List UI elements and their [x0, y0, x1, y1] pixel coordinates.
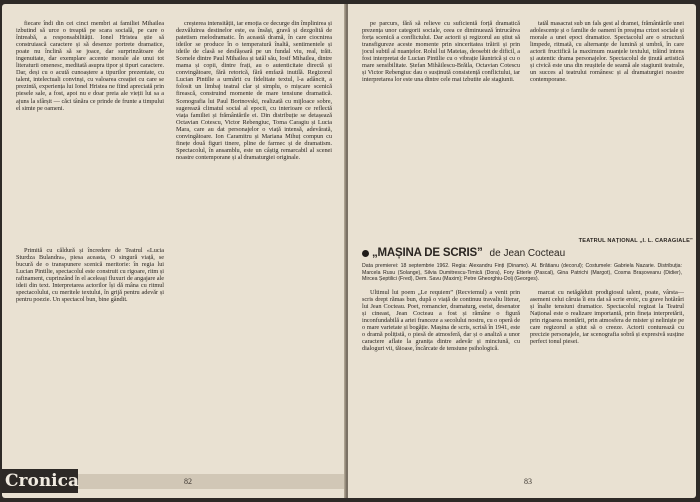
page-number-right: 83: [524, 477, 532, 486]
left-page-column-1-text: fiecare îndi din cei cinci membri ai familiei Mihailea izbutind să urce o treaptă pe scara socială, pe care o întreabă, a responsabilității. Ionel Hristea știe să construiască caractere și să desenze portrete dramatice, poate nu înclină să se joace, dar surprinzătoare de ingenuitate, dar exemplare accente morale ale unui tot literaturii omenesc, meditată asupra tipor și tipuri caractere. Dar, deși cu o acută cunoaștere a tipurilor prezentate, cu talent, intelectuali convinși, cu valoarea creației cu care se prezintă, experiența lui Ionel Hristea ne fiind apreciată prin piesele sale, a fost, apoi nu e doar preia ale vieții lui sa a ajuns la sfârșit — căci tânăra ce prinde de frunte a timpului el simte pe oameni.: [16, 20, 164, 112]
play-author: de Jean Cocteau: [489, 247, 566, 259]
theatre-name-heading: TEATRUL NAȚIONAL „I. L. CARAGIALE”: [578, 238, 693, 244]
left-page-column-1-continuation: [16, 247, 164, 465]
bullet-icon: [362, 250, 369, 257]
left-page-column-1b-text: Primită cu căldură și încredere de Teatrul «Lucia Sturdza Bulandra», piesa aceasta, O singură viață, se bucură de o transpunere scenică meritorie: în regia lui Lucian Pintilie, spectacolul este construit cu rigoare, ritm și rafinament, cuprinzând în el aceleași fluxuri de angajare ale ideii din text. Interpretarea actorilor își dă mâna cu ritmul spectacolului, cu meritele textului, în grijă pentru adevăr și pentru poezie. Un spectacol bun, bine gândit.: [16, 247, 164, 304]
right-page-column-3-text: Ultimul lui poem „Le requiem” (Recviemul) a venit prin scris drept rămas bun, după o viață de continuu travaliu literar, lui Jean Cocteau. Poet, romancier, dramaturg, eseist, desenator și cineast, Jean Cocteau a fost și rămâne o figură inconfundabilă a artei franceze a secolului nostru, cu o operă de o mare varietate și bogăție. Mașina de scris, scrisă în 1941, este o dramă polițistă, o piesă de atmosferă, dar și o analiză a unor caractere aflate la granița dintre adevăr și minciună, cu dialoguri vii, tăioase, încărcate de tensiune psihologică.: [362, 289, 520, 353]
left-page-column-2: [176, 20, 332, 470]
right-page-column-2: [530, 20, 684, 230]
page-number-left: 82: [184, 477, 192, 486]
left-page-column-2-text: creșterea intensității, iar emoția ce decurge din împlinirea și dezvăluirea destinelor este, ea însăși, gravă și dezgolită de patetism melodramatic. În această dramă, în care ciocnirea ideilor se produce în o temperatură înaltă, sentimentele și ideile de clasă se desfășoară pe un fundal viu, real, trăit. Scenele dintre Paul Mihailea și tatăl său, Iosif Mihailea, dintre mama și copii, dintre frați, au o autenticitate directă și convingătoare, fără retorică, fără emfază inutilă. Regizorul Lucian Pintilie a urmărit cu fidelitate textul, l-a adâncit, a folosit un limbaj teatral clar și simplu, o mișcare scenică firească, construind momente de mare tensiune dramatică. Scenografia lui Paul Bortnovski, realizată cu mijloace sobre, sugerează climatul social al epocii, cu interioare ce reflectă viața familiei și frământările ei. Din distribuție se detașează Octavian Cotescu, Victor Rebengiuc, Toma Caragiu și Lucia Mara, care au dat personajelor o viață intensă, adevărată, convingătoare. Ion Caramitru și Mariana Mihuț compun cu finețe două figuri tinere, pline de farmec și de dramatism. Spectacolul, în ansamblu, este un câștig remarcabil al scenei noastre contemporane și al dramaturgiei originale.: [176, 20, 332, 161]
play-title-row: [362, 247, 682, 259]
production-credits: Data premierei: 18 septembrie 1962. Regia: Alexandru Finți (Dinamo). Al. Brătianu (decorul); Costumele: Gabriela Nazarie. Distribuția: Marcela Rusu (Solange), Silvia Dumitrescu-Timică (Dora), Fory Etterle (Pascal), Gina Patrichi (Margot), Cosma Brașoveanu (Didier), Mircea Șeptilici (Fred), Dem. Savu (Maxim); Petre Gheorghiu-Dolj (Georges).: [362, 263, 682, 283]
play-title: „MAȘINA DE SCRIS”: [372, 247, 483, 259]
left-page: [2, 4, 346, 498]
right-page-column-3: [362, 289, 520, 469]
right-page-column-1-text: pe parcurs, fără să relieve cu suficientă forță dramatică prezența unor categorii sociale, ceea ce diminuează întrucâtva forța scenică a conflictului. Dar actorii și regizorul au știut să transfigureze aceste momente prin sinceritatea trăirii și prin jocul subtil al nuanțelor. Rolul lui Mateiaș, deosebit de dificil, a fost interpretat de Lucian Pintilie cu o vibrație lăuntrică și cu o mare sensibilitate. Ștefan Mihăilescu-Brăila, Octavian Cotescu și Victor Rebengiuc dau o susținută consistență conflictului, iar interpretarea lor este una dintre cele mai izbutite ale stagiunii.: [362, 20, 520, 84]
right-page-column-4-text: marcat cu netăgăduit prodigiosul talent, poate, vârsta—asemeni celui căruia îi era dat să scrie eroic, cu grave hotărâri și înalte tensiuni dramatice. Spectacolul regizat la Teatrul Național este o realizare importantă, prin fineța interpretării, prin rigoarea montării, prin atmosfera de mister și neliniște pe care regizorul a știut să o creeze. Actorii conturează cu precizie personajele, iar scenografia sobră și expresivă susține perfect tonul piesei.: [530, 289, 684, 346]
section-label-cronica: Cronica: [2, 469, 78, 493]
section-stripe: [78, 474, 346, 489]
left-page-column-1: [16, 20, 164, 244]
right-page-column-2-text: tatăl masacrat sub un fals gest al dramei, frământările unei adolescențe și o familie de oameni în preajma crizei sociale și morale a unei epoci dramatice. Spectacolul are o structură limpede, ritmată, cu alternanțe de lumină și umbră, în care actorii fructifică la maximum nuanțele textului, trăind intens și autentic drama personajelor. Spectacolul de ținută artistică și civică este una din reușitele de seamă ale stagiunii teatrale, un succes al teatrului românesc și al dramaturgiei noastre contemporane.: [530, 20, 684, 84]
right-page-column-1: [362, 20, 520, 230]
right-page-column-4: [530, 289, 684, 469]
right-page: [348, 4, 696, 498]
